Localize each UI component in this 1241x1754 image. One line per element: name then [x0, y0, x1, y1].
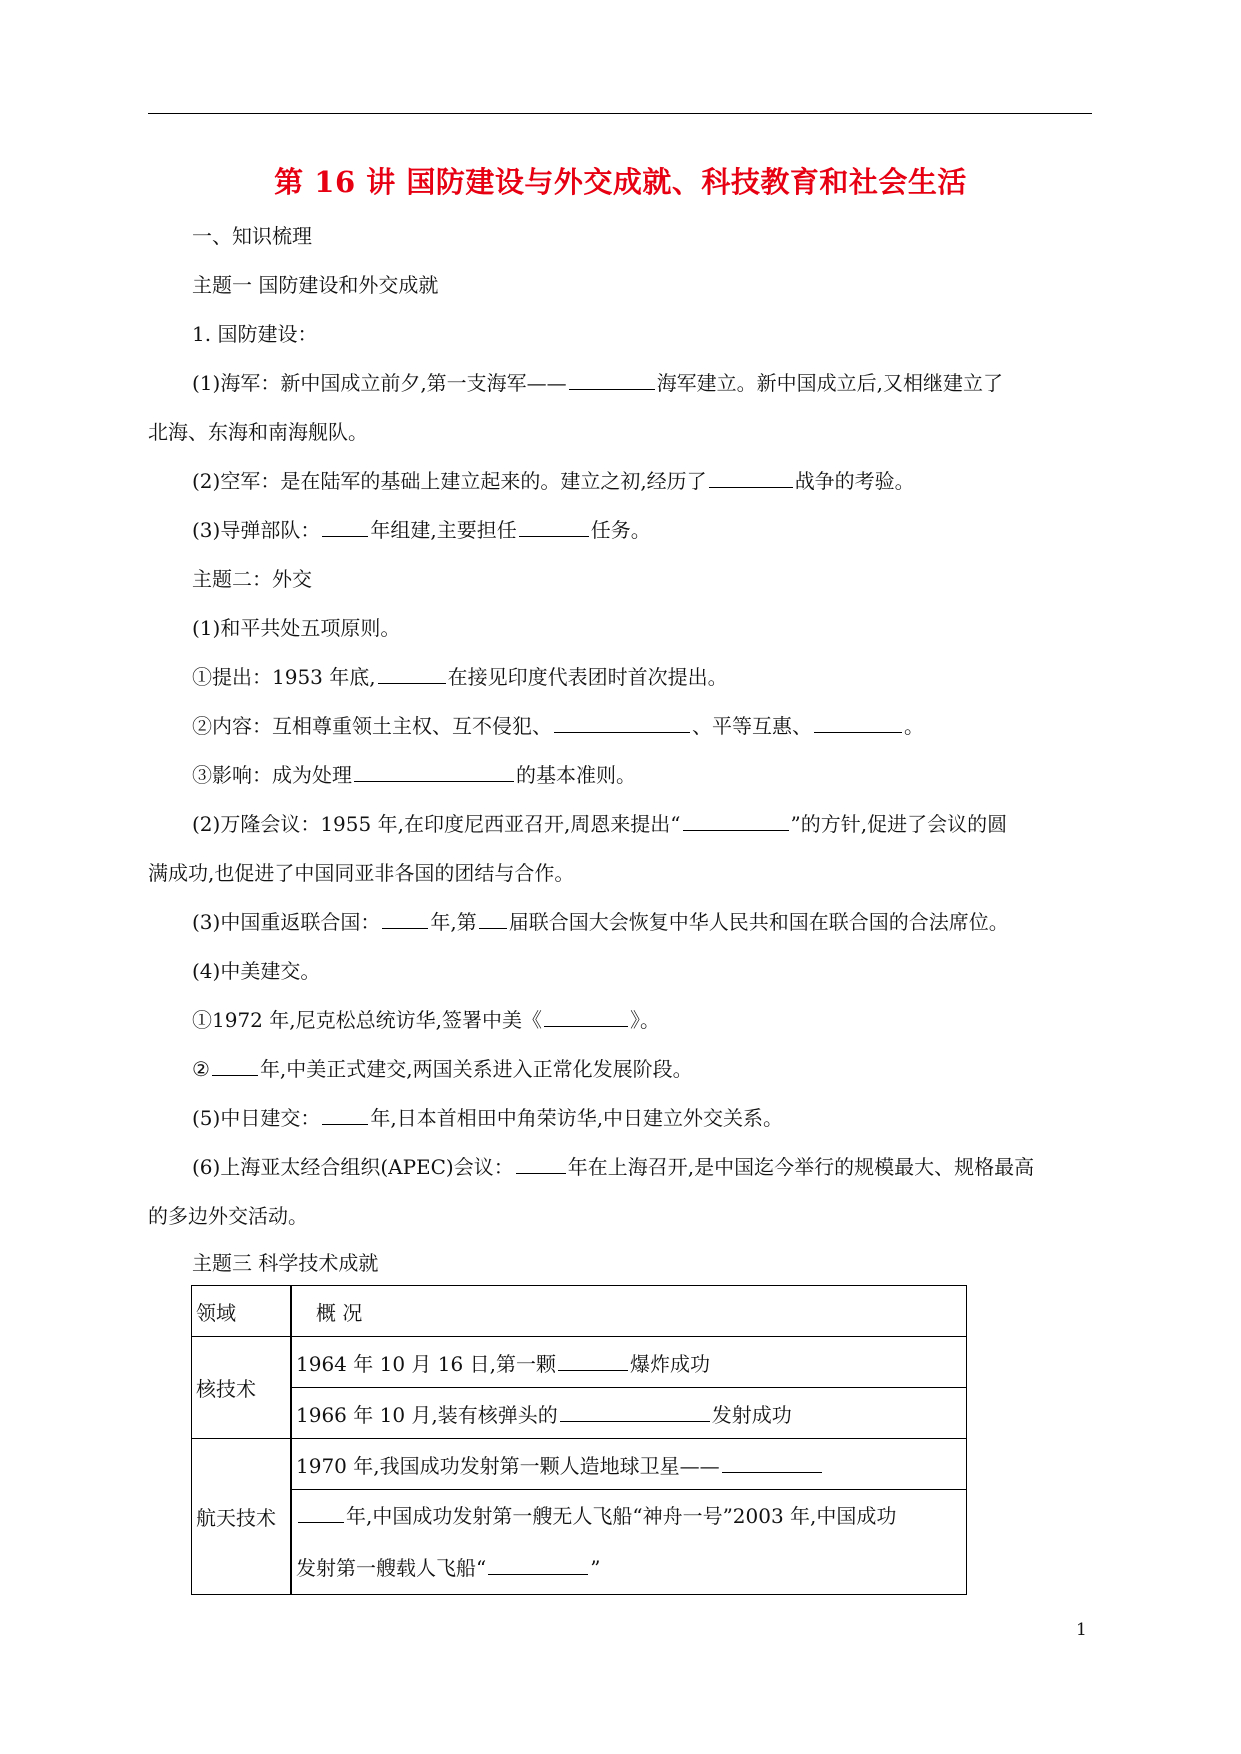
principles-proposal-line: ①提出：1953 年底, 在接见印度代表团时首次提出。 — [192, 665, 728, 689]
sino-us-1972-line: ①1972 年,尼克松总统访华,签署中美《 》。 — [192, 1008, 660, 1032]
table-cell: 1964 年 10 月 16 日,第一颗 爆炸成功 — [291, 1337, 967, 1388]
fill-blank[interactable] — [569, 369, 655, 390]
table-row — [192, 1490, 967, 1595]
table-header-row — [192, 1286, 967, 1337]
fill-blank[interactable] — [516, 1153, 566, 1174]
table-cell: 1966 年 10 月,装有核弹头的 发射成功 — [291, 1388, 967, 1439]
theme-1-heading: 主题一 国防建设和外交成就 — [192, 273, 439, 297]
fill-blank[interactable] — [322, 1104, 368, 1125]
table-cell: 年,中国成功发射第一艘无人飞船“神舟一号”2003 年,中国成功 发射第一艘载人飞船“ ” — [291, 1490, 967, 1595]
air-force-line: (2)空军：是在陆军的基础上建立起来的。建立之初,经历了 战争的考验。 — [192, 469, 915, 493]
navy-line: (1)海军：新中国成立前夕,第一支海军—— 海军建立。新中国成立后,又相继建立了 — [192, 371, 1004, 395]
science-achievements-table — [191, 1285, 967, 1595]
fill-blank[interactable] — [814, 712, 902, 733]
missile-line: (3)导弹部队： 年组建,主要担任 任务。 — [192, 518, 651, 542]
section-heading: 一、知识梳理 — [192, 224, 312, 248]
five-principles-heading: (1)和平共处五项原则。 — [192, 616, 401, 640]
theme-3-heading: 主题三 科学技术成就 — [192, 1251, 379, 1275]
sino-us-heading: (4)中美建交。 — [192, 959, 321, 983]
bandung-line-cont: 满成功,也促进了中国同亚非各国的团结与合作。 — [148, 861, 575, 885]
fill-blank[interactable] — [560, 1401, 710, 1422]
fill-blank[interactable] — [722, 1452, 822, 1473]
fill-blank[interactable] — [558, 1350, 628, 1371]
table-row — [192, 1439, 967, 1490]
fill-blank[interactable] — [554, 712, 690, 733]
apec-line: (6)上海亚太经合组织(APEC)会议： 年在上海召开,是中国迄今举行的规模最大、规格最高 — [192, 1155, 1035, 1179]
fill-blank[interactable] — [709, 467, 793, 488]
table-row — [192, 1388, 967, 1439]
apec-line-cont: 的多边外交活动。 — [148, 1204, 308, 1228]
header-rule — [148, 113, 1092, 114]
navy-line-cont: 北海、东海和南海舰队。 — [148, 420, 368, 444]
bandung-line: (2)万隆会议：1955 年,在印度尼西亚召开,周恩来提出“ ”的方针,促进了会议的圆 — [192, 812, 1008, 836]
page-title: 第 16 讲 国防建设与外交成就、科技教育和社会生活 — [274, 165, 967, 199]
fill-blank[interactable] — [298, 1502, 344, 1523]
fill-blank[interactable] — [488, 1554, 588, 1575]
fill-blank[interactable] — [519, 516, 589, 537]
header-overview: 概 况 — [291, 1286, 967, 1337]
un-return-line: (3)中国重返联合国： 年,第 届联合国大会恢复中华人民共和国在联合国的合法席位。 — [192, 910, 1009, 934]
table-row — [192, 1337, 967, 1388]
principles-influence-line: ③影响：成为处理 的基本准则。 — [192, 763, 636, 787]
sino-us-establish-line: ② 年,中美正式建交,两国关系进入正常化发展阶段。 — [192, 1057, 693, 1081]
defense-heading: 1. 国防建设： — [192, 322, 318, 346]
fill-blank[interactable] — [378, 663, 446, 684]
fill-blank[interactable] — [354, 761, 514, 782]
header-field: 领域 — [192, 1286, 292, 1337]
fill-blank[interactable] — [322, 516, 368, 537]
fill-blank[interactable] — [479, 908, 507, 929]
principles-content-line: ②内容：互相尊重领土主权、互不侵犯、 、平等互惠、 。 — [192, 714, 924, 738]
fill-blank[interactable] — [382, 908, 428, 929]
page-number: 1 — [1076, 1620, 1087, 1640]
field-nuclear: 核技术 — [192, 1337, 292, 1439]
fill-blank[interactable] — [212, 1055, 258, 1076]
field-space: 航天技术 — [192, 1439, 292, 1595]
fill-blank[interactable] — [683, 810, 789, 831]
fill-blank[interactable] — [544, 1006, 628, 1027]
theme-2-heading: 主题二：外交 — [192, 567, 312, 591]
sino-japan-line: (5)中日建交： 年,日本首相田中角荣访华,中日建立外交关系。 — [192, 1106, 784, 1130]
table-cell: 1970 年,我国成功发射第一颗人造地球卫星—— — [291, 1439, 967, 1490]
